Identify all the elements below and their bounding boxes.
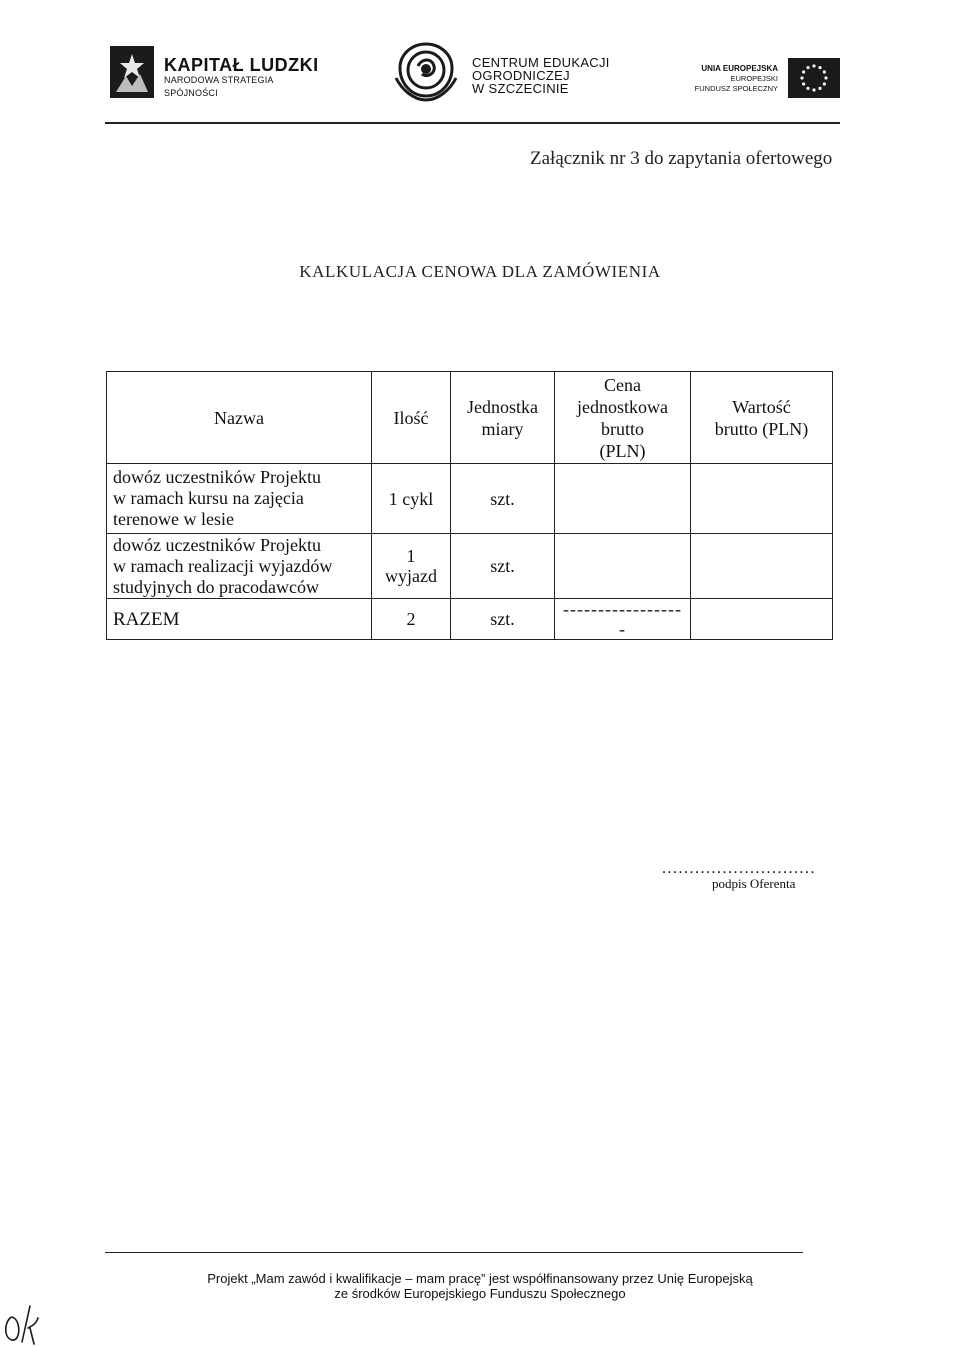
eu-star-icon: [812, 64, 815, 67]
row-total-value: [691, 464, 833, 534]
header-name: Nazwa: [107, 372, 372, 464]
centrum-edukacji-line1: CENTRUM EDUKACJI: [472, 55, 610, 70]
row-total-value: [691, 534, 833, 599]
unia-europejska-logo: [690, 58, 840, 100]
eu-flag-icon: [788, 58, 840, 98]
header-total-value: Wartość brutto (PLN): [691, 372, 833, 464]
row-unit: szt.: [451, 464, 555, 534]
total-value: [691, 599, 833, 640]
footer-line2: ze środków Europejskiego Funduszu Społecznego: [334, 1286, 626, 1301]
row-quantity: 1 cykl: [372, 464, 451, 534]
centrum-edukacji-logo: [392, 38, 632, 108]
total-quantity: 2: [372, 599, 451, 640]
eu-star-icon: [818, 66, 821, 69]
row-unit: szt.: [451, 534, 555, 599]
unia-europejska-line1: UNIA EUROPEJSKA: [701, 64, 778, 73]
unia-europejska-line2: EUROPEJSKI: [730, 74, 778, 83]
header-unit: Jednostka miary: [451, 372, 555, 464]
row-unit-price: [555, 464, 691, 534]
annex-label: Załącznik nr 3 do zapytania ofertowego: [530, 148, 833, 169]
eu-star-icon: [800, 76, 803, 79]
eu-star-icon: [806, 87, 809, 90]
eu-star-icon: [823, 70, 826, 73]
kapital-ludzki-title: KAPITAŁ LUDZKI: [164, 55, 319, 75]
eu-star-icon: [806, 66, 809, 69]
table-total-row: [107, 599, 833, 640]
row-unit-price: [555, 534, 691, 599]
eu-star-icon: [802, 82, 805, 85]
kapital-ludzki-subtitle: NARODOWA STRATEGIA SPÓJNOŚCI: [164, 75, 274, 98]
footer-divider: [105, 1252, 803, 1253]
row-quantity: 1 wyjazd: [372, 534, 451, 599]
handwritten-initials-icon: [0, 1298, 48, 1346]
document-title: KALKULACJA CENOWA DLA ZAMÓWIENIA: [299, 262, 661, 281]
eu-star-icon: [812, 88, 815, 91]
header-quantity: Ilość: [372, 372, 451, 464]
table-row: [107, 534, 833, 599]
total-unit-price: ------------------: [555, 599, 691, 640]
centrum-edukacji-line3: W SZCZECINIE: [472, 81, 569, 96]
signature-label: podpis Oferenta: [712, 876, 796, 891]
footer-line1: Projekt „Mam zawód i kwalifikacje – mam pracę” jest współfinansowany przez Unię Europejską: [207, 1271, 753, 1286]
header-unit-price: Cena jednostkowa brutto (PLN): [555, 372, 691, 464]
eu-star-icon: [818, 87, 821, 90]
row-name: dowóz uczestników Projektu w ramach kursu na zajęcia terenowe w lesie: [107, 464, 372, 534]
total-label: RAZEM: [107, 599, 372, 640]
table-row: [107, 464, 833, 534]
row-name: dowóz uczestników Projektu w ramach realizacji wyjazdów studyjnych do pracodawców: [107, 534, 372, 599]
footer-text: [0, 1271, 960, 1301]
unia-europejska-line3: FUNDUSZ SPOŁECZNY: [694, 84, 778, 93]
total-unit: szt.: [451, 599, 555, 640]
kapital-ludzki-logo: [110, 42, 320, 102]
eu-star-icon: [802, 70, 805, 73]
header-divider: [105, 122, 840, 124]
table-header-row: [107, 372, 833, 464]
signature-line: ............................: [662, 860, 816, 877]
rose-emblem-icon: [392, 38, 460, 104]
centrum-edukacji-line2: OGRODNICZEJ: [472, 68, 570, 83]
eu-star-icon: [823, 82, 826, 85]
calculation-table: [106, 371, 833, 640]
kapital-ludzki-icon: [110, 46, 154, 98]
eu-star-icon: [824, 76, 827, 79]
